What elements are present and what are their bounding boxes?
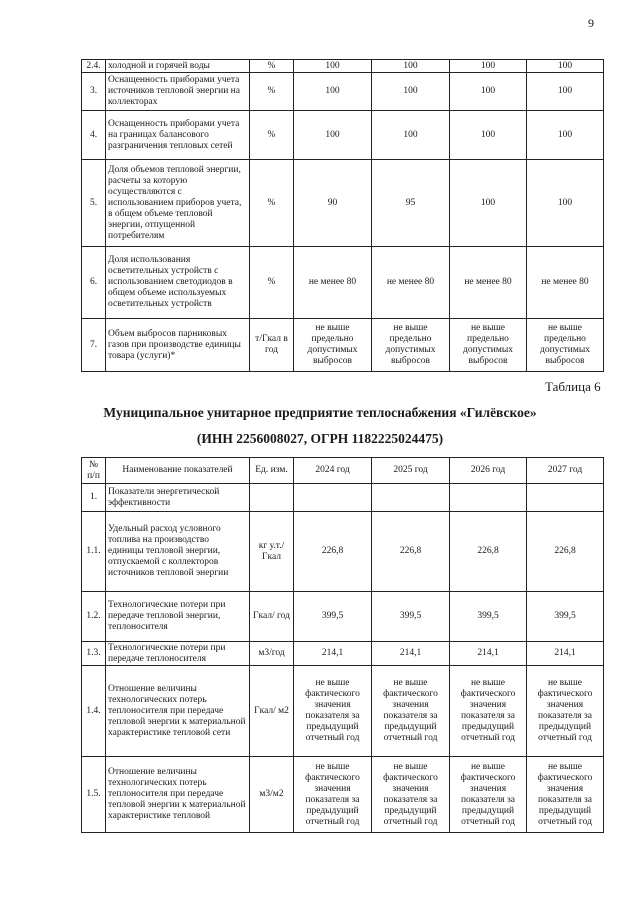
- indicator-name: Оснащенность приборами учета источников тепловой энергии на коллекторах: [106, 73, 250, 111]
- unit-cell: %: [250, 160, 294, 247]
- table-row: [82, 319, 604, 372]
- indicator-name: Объем выбросов парниковых газов при производстве единицы товара (услуги)*: [106, 319, 250, 372]
- value-2025: не выше предельно допустимых выбросов: [372, 319, 450, 372]
- value-2024: 100: [294, 111, 372, 160]
- value-2024: 399,5: [294, 592, 372, 642]
- value-2025: 95: [372, 160, 450, 247]
- table-row: [82, 484, 604, 512]
- value-2025: не менее 80: [372, 247, 450, 319]
- value-2026: не выше предельно допустимых выбросов: [450, 319, 527, 372]
- value-2027: [527, 484, 604, 512]
- unit-cell: м3/год: [250, 642, 294, 666]
- header-year-2025: 2025 год: [372, 458, 450, 484]
- table-row: [82, 592, 604, 642]
- value-2025: 226,8: [372, 512, 450, 592]
- table-row: [82, 60, 604, 73]
- row-number: 1.2.: [82, 592, 106, 642]
- indicator-name: Отношение величины технологических потерь теплоносителя при передаче тепловой энергии к материальной характеристике тепловой сети: [106, 666, 250, 757]
- indicator-name: Технологические потери при передаче теплоносителя: [106, 642, 250, 666]
- table-row: [82, 512, 604, 592]
- table-row: [82, 247, 604, 319]
- table-row: [82, 111, 604, 160]
- unit-cell: кг у.т./ Гкал: [250, 512, 294, 592]
- value-2025: 100: [372, 60, 450, 73]
- value-2025: 214,1: [372, 642, 450, 666]
- indicator-name: Отношение величины технологических потерь теплоносителя при передаче тепловой энергии к материальной характеристике тепловой: [106, 757, 250, 833]
- indicators-table-continued: [81, 59, 604, 372]
- indicator-name: Доля использования осветительных устройств с использованием светодиодов в общем объеме используемых осветительных устройств: [106, 247, 250, 319]
- value-2027: 100: [527, 111, 604, 160]
- value-2024: не выше предельно допустимых выбросов: [294, 319, 372, 372]
- value-2025: 100: [372, 73, 450, 111]
- organization-registration: (ИНН 2256008027, ОГРН 1182225024475): [196, 431, 444, 446]
- value-2024: не выше фактического значения показателя за предыдущий отчетный год: [294, 757, 372, 833]
- value-2027: 100: [527, 160, 604, 247]
- header-year-2027: 2027 год: [527, 458, 604, 484]
- unit-cell: %: [250, 60, 294, 73]
- table-row: [82, 73, 604, 111]
- table-row: [82, 642, 604, 666]
- value-2024: 100: [294, 73, 372, 111]
- unit-cell: Гкал/ год: [250, 592, 294, 642]
- value-2024: 214,1: [294, 642, 372, 666]
- value-2024: не менее 80: [294, 247, 372, 319]
- header-year-2026: 2026 год: [450, 458, 527, 484]
- value-2026: 214,1: [450, 642, 527, 666]
- row-number: 1.4.: [82, 666, 106, 757]
- value-2026: 100: [450, 111, 527, 160]
- value-2025: [372, 484, 450, 512]
- value-2025: не выше фактического значения показателя за предыдущий отчетный год: [372, 666, 450, 757]
- value-2026: [450, 484, 527, 512]
- value-2026: 100: [450, 73, 527, 111]
- value-2025: не выше фактического значения показателя за предыдущий отчетный год: [372, 757, 450, 833]
- row-number: 4.: [82, 111, 106, 160]
- value-2027: 399,5: [527, 592, 604, 642]
- indicator-name: Оснащенность приборами учета на границах балансового разграничения тепловых сетей: [106, 111, 250, 160]
- indicator-name: холодной и горячей воды: [106, 60, 250, 73]
- header-row: [82, 458, 604, 484]
- value-2025: 100: [372, 111, 450, 160]
- table-row: [82, 160, 604, 247]
- header-number: № п/п: [82, 458, 106, 484]
- row-number: 7.: [82, 319, 106, 372]
- unit-cell: м3/м2: [250, 757, 294, 833]
- row-number: 3.: [82, 73, 106, 111]
- row-number: 1.5.: [82, 757, 106, 833]
- value-2024: [294, 484, 372, 512]
- table-label: Таблица 6: [545, 379, 601, 394]
- value-2024: 226,8: [294, 512, 372, 592]
- value-2027: 100: [527, 73, 604, 111]
- unit-cell: %: [250, 73, 294, 111]
- value-2024: не выше фактического значения показателя за предыдущий отчетный год: [294, 666, 372, 757]
- indicator-name: Показатели энергетической эффективности: [106, 484, 250, 512]
- value-2026: 100: [450, 160, 527, 247]
- value-2026: не менее 80: [450, 247, 527, 319]
- value-2026: не выше фактического значения показателя за предыдущий отчетный год: [450, 757, 527, 833]
- organization-title: Муниципальное унитарное предприятие теплоснабжения «Гилёвское»: [103, 405, 537, 420]
- value-2027: не выше фактического значения показателя за предыдущий отчетный год: [527, 666, 604, 757]
- unit-cell: %: [250, 247, 294, 319]
- value-2026: 399,5: [450, 592, 527, 642]
- header-name: Наименование показателей: [106, 458, 250, 484]
- table-row: [82, 757, 604, 833]
- value-2025: 399,5: [372, 592, 450, 642]
- unit-cell: [250, 484, 294, 512]
- value-2027: не выше предельно допустимых выбросов: [527, 319, 604, 372]
- value-2027: 226,8: [527, 512, 604, 592]
- value-2027: 100: [527, 60, 604, 73]
- row-number: 1.: [82, 484, 106, 512]
- page-number: 9: [588, 16, 594, 30]
- header-year-2024: 2024 год: [294, 458, 372, 484]
- value-2024: 100: [294, 60, 372, 73]
- row-number: 2.4.: [82, 60, 106, 73]
- value-2026: 226,8: [450, 512, 527, 592]
- value-2027: 214,1: [527, 642, 604, 666]
- energy-efficiency-table: [81, 457, 604, 833]
- header-unit: Ед. изм.: [250, 458, 294, 484]
- table-row: [82, 666, 604, 757]
- row-number: 6.: [82, 247, 106, 319]
- unit-cell: %: [250, 111, 294, 160]
- value-2026: не выше фактического значения показателя за предыдущий отчетный год: [450, 666, 527, 757]
- indicator-name: Доля объемов тепловой энергии, расчеты за которую осуществляются с использованием приборов учета, в общем объеме тепловой энергии, отпущенной потребителям: [106, 160, 250, 247]
- value-2026: 100: [450, 60, 527, 73]
- row-number: 1.1.: [82, 512, 106, 592]
- unit-cell: т/Гкал в год: [250, 319, 294, 372]
- row-number: 5.: [82, 160, 106, 247]
- unit-cell: Гкал/ м2: [250, 666, 294, 757]
- indicator-name: Удельный расход условного топлива на производство единицы тепловой энергии, отпускаемой с коллекторов источников тепловой энергии: [106, 512, 250, 592]
- row-number: 1.3.: [82, 642, 106, 666]
- value-2024: 90: [294, 160, 372, 247]
- indicator-name: Технологические потери при передаче тепловой энергии, теплоносителя: [106, 592, 250, 642]
- value-2027: не выше фактического значения показателя за предыдущий отчетный год: [527, 757, 604, 833]
- value-2027: не менее 80: [527, 247, 604, 319]
